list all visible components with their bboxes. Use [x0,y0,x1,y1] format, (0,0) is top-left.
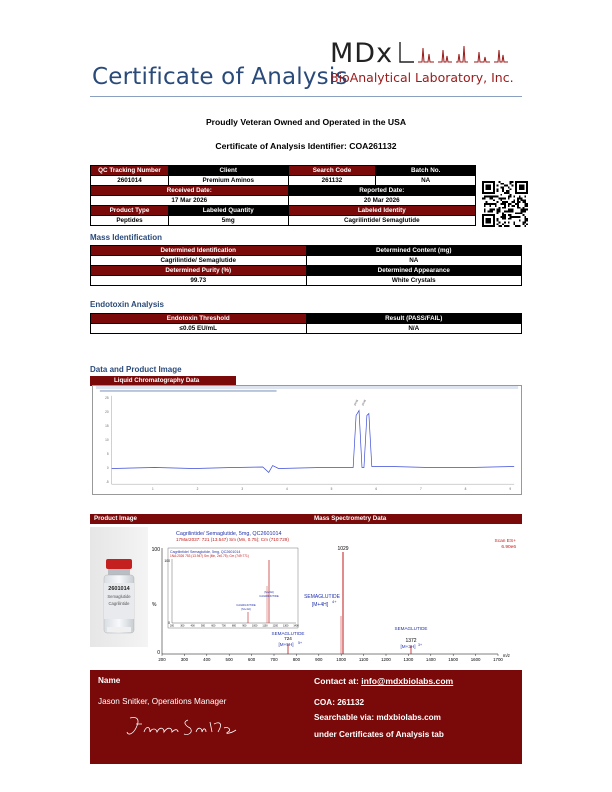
footer-name-label: Name [98,676,121,685]
data-section-title: Data and Product Image [90,365,182,374]
qr-code-icon [482,181,528,227]
client-value: Premium Aminos [168,176,288,186]
contact-email-link[interactable]: info@mdxbiolabs.com [361,676,454,686]
endotoxin-title: Endotoxin Analysis [90,300,164,309]
table-row [91,324,522,334]
footer-tab-note: under Certificates of Analysis tab [314,730,444,739]
mass-identification-title: Mass Identification [90,233,163,242]
labeled-identity-value: Cagrilintide/ Semaglutide [288,216,475,226]
client-header: Client [168,166,288,176]
ms-data-label: Mass Spectrometry Data [310,514,522,524]
ms-spectrum [148,526,522,668]
ms-header-line2: 17Mar2037: 721 (13.547) Sm (Mn, 0.75); Cm (710:729) [176,537,289,542]
qc-tracking-header: QC Tracking Number [91,166,169,176]
table-row [91,256,522,266]
mass-identification-table [90,245,522,286]
ms-inset-x-tick: 600 [211,624,216,628]
ms-x-tick: 1000 [336,657,347,662]
ms-inset-x-tick: 1300 [283,624,289,628]
ms-inset-peak1-label: CAGRILINTIDE [236,603,256,607]
ms-x-tick: 400 [203,657,211,662]
lc-y-tick: 20 [105,409,109,414]
reported-date-value: 20 Mar 2026 [288,196,475,206]
ms-x-tick: 1700 [493,657,503,662]
endotoxin-threshold-value: ≤0.05 EU/mL [91,324,307,334]
ms-peak-small-mz: 1372 [405,638,417,644]
labeled-identity-header: Labeled Identity [288,206,475,216]
lc-x-tick: 3 [241,487,244,492]
ms-inset-x-tick: 800 [232,624,236,628]
ms-inset-x-tick: 400 [190,624,195,628]
determined-appearance-value: White Crystals [306,276,522,286]
endotoxin-threshold-header: Endotoxin Threshold [91,314,307,324]
vial-label-line2: Semaglutide [107,594,131,599]
ms-inset-x-tick: 1000 [252,624,258,628]
ms-inset-sub: 1NA:2026 753 (13.947) Sm (Mn, 2x0.75); Cm (749:771) [170,554,249,558]
ms-inset-y-top: 100 [164,559,170,563]
logo-peaks-icon [398,40,523,66]
determined-purity-value: 99.73 [91,276,307,286]
ms-inset-x-tick: 1400 [293,624,299,628]
lc-y-tick: 10 [105,437,109,442]
search-code-header: Search Code [288,166,376,176]
document-title: Certificate of Analysis [92,64,348,90]
product-type-value: Peptides [91,216,169,226]
lc-x-tick: 7 [420,487,422,492]
ms-y-bottom: 0 [157,650,160,656]
received-date-header: Received Date: [91,186,289,196]
ms-x-tick: 1400 [425,657,436,662]
endotoxin-table [90,313,522,334]
ms-x-tick: 800 [292,657,301,662]
lc-x-tick: 6 [375,487,378,492]
logo-subtitle: BioAnalytical Laboratory, Inc. [330,70,514,85]
table-row [91,314,522,324]
ms-inset-x-tick: 900 [242,624,247,628]
ms-peak-main-name: SEMAGLUTIDE [304,594,340,600]
vial-label-line3: Cagrilintide [108,601,130,606]
ms-inset-x-tick: 1200 [272,624,278,628]
ms-peak-left-charge: 5+ [298,641,303,645]
tagline: Proudly Veteran Owned and Operated in the USA [205,117,407,127]
lc-x-tick: 1 [151,487,154,492]
lc-x-tick: 5 [330,487,333,492]
determined-identification-header: Determined Identification [91,246,307,256]
table-row [91,246,522,256]
table-row [91,186,476,196]
footer-panel [90,670,522,764]
ms-x-tick: 200 [158,657,166,662]
table-row [91,196,476,206]
ms-intensity: 6.90e6 [501,545,516,550]
ms-x-tick: 300 [180,657,189,662]
ms-inset-x-tick: 1100 [262,624,268,628]
product-type-header: Product Type [91,206,169,216]
header-divider [90,96,522,97]
footer-person: Jason Snitker, Operations Manager [98,697,227,706]
footer-searchable: Searchable via: mdxbiolabs.com [314,713,441,722]
ms-peak-left-ion: [M+5H] [278,642,294,647]
endotoxin-result-header: Result (PASS/FAIL) [306,314,522,324]
ms-inset-title: Cagrilintide/ Semaglutide, 5mg, QC2601014 [170,550,241,554]
labeled-quantity-value: 5mg [168,216,288,226]
product-vial-image [90,527,148,647]
coa-identifier: Certificate of Analysis Identifier: COA261132 [215,141,397,151]
determined-appearance-header: Determined Appearance [306,266,522,276]
determined-content-value: NA [306,256,522,266]
lc-y-tick: 25 [105,395,109,400]
svg-text:peak: peak [352,398,360,407]
determined-identification-value: Cagrilintide/ Semaglutide [91,256,307,266]
table-row [91,216,476,226]
ms-y-mid: % [152,602,157,608]
determined-content-header: Determined Content (mg) [306,246,522,256]
lc-chromatogram [92,385,522,495]
ms-x-tick: 1600 [470,657,481,662]
qc-table [90,165,476,226]
ms-scan-label: Scan ES+ [494,539,516,544]
table-row [91,176,476,186]
product-image-label: Product Image [90,514,310,524]
ms-inset-x-tick: 500 [201,624,205,628]
lc-y-tick: 15 [105,423,109,428]
signature-image [124,712,244,742]
ms-inset-peak2-name: CAGRILINTIDE [259,594,279,598]
batch-no-header: Batch No. [376,166,476,176]
lc-x-tick: 9 [509,487,512,492]
lc-y-tick: -5 [105,480,109,485]
ms-peak-small-charge: 3+ [418,643,423,647]
ms-peak-small-ion: [M+3H] [400,644,416,649]
ms-peak-small-name: SEMAGLUTIDE [394,626,428,631]
ms-inset-peak2-label: [M+3H] [264,590,274,594]
ms-x-tick: 700 [270,657,278,662]
ms-peak-left-mz: 724 [284,636,292,641]
lc-x-tick: 2 [196,487,199,492]
ms-x-tick: 500 [225,657,233,662]
ms-inset-x-tick: 700 [221,624,226,628]
ms-x-tick: 1500 [448,657,459,662]
ms-header-line1: Cagrilintide/ Semaglutide, 5mg, QC2601014 [176,531,282,537]
ms-peak-main-charge: 4+ [332,599,337,604]
logo-mdx: MDx [330,38,394,69]
table-row [91,166,476,176]
ms-inset [168,548,298,628]
ms-inset-x-tick: 200 [170,624,174,628]
footer-contact [314,676,453,686]
ms-x-tick: 900 [315,657,323,662]
ms-x-tick: 1100 [358,657,369,662]
ms-inset-y-bottom: 0 [168,621,170,625]
ms-y-top: 100 [151,547,160,553]
search-code-value: 261132 [288,176,376,186]
lc-trace [112,411,515,473]
ms-x-unit: m/z [502,653,510,658]
lc-y-tick: 0 [106,466,109,471]
vial-label-line1: 2601014 [108,586,130,592]
lc-y-tick: 5 [106,452,109,457]
lc-x-tick: 4 [285,487,288,492]
ms-x-tick: 600 [247,657,256,662]
ms-peak-main-mz: 1029 [337,546,349,552]
table-row [91,266,522,276]
labeled-quantity-header: Labeled Quantity [168,206,288,216]
ms-inset-x-tick: 300 [180,624,185,628]
qc-tracking-value: 2601014 [91,176,169,186]
lc-data-label: Liquid Chromatography Data [90,376,236,386]
table-row [91,276,522,286]
batch-no-value: NA [376,176,476,186]
ms-x-tick: 1200 [381,657,391,662]
svg-text:peak: peak [360,398,368,407]
footer-contact-label: Contact at: [314,676,362,686]
ms-x-tick: 1300 [403,657,414,662]
reported-date-header: Reported Date: [288,186,475,196]
endotoxin-result-value: N/A [306,324,522,334]
lc-x-tick: 8 [464,487,467,492]
ms-inset-peak1-ion: [M+4H] [241,607,251,611]
ms-peak-main-ion: [M+4H] [311,602,329,608]
footer-coa: COA: 261132 [314,698,365,707]
ms-peak-left-name: SEMAGLUTIDE [271,631,305,636]
received-date-value: 17 Mar 2026 [91,196,289,206]
table-row [91,206,476,216]
determined-purity-header: Determined Purity (%) [91,266,307,276]
